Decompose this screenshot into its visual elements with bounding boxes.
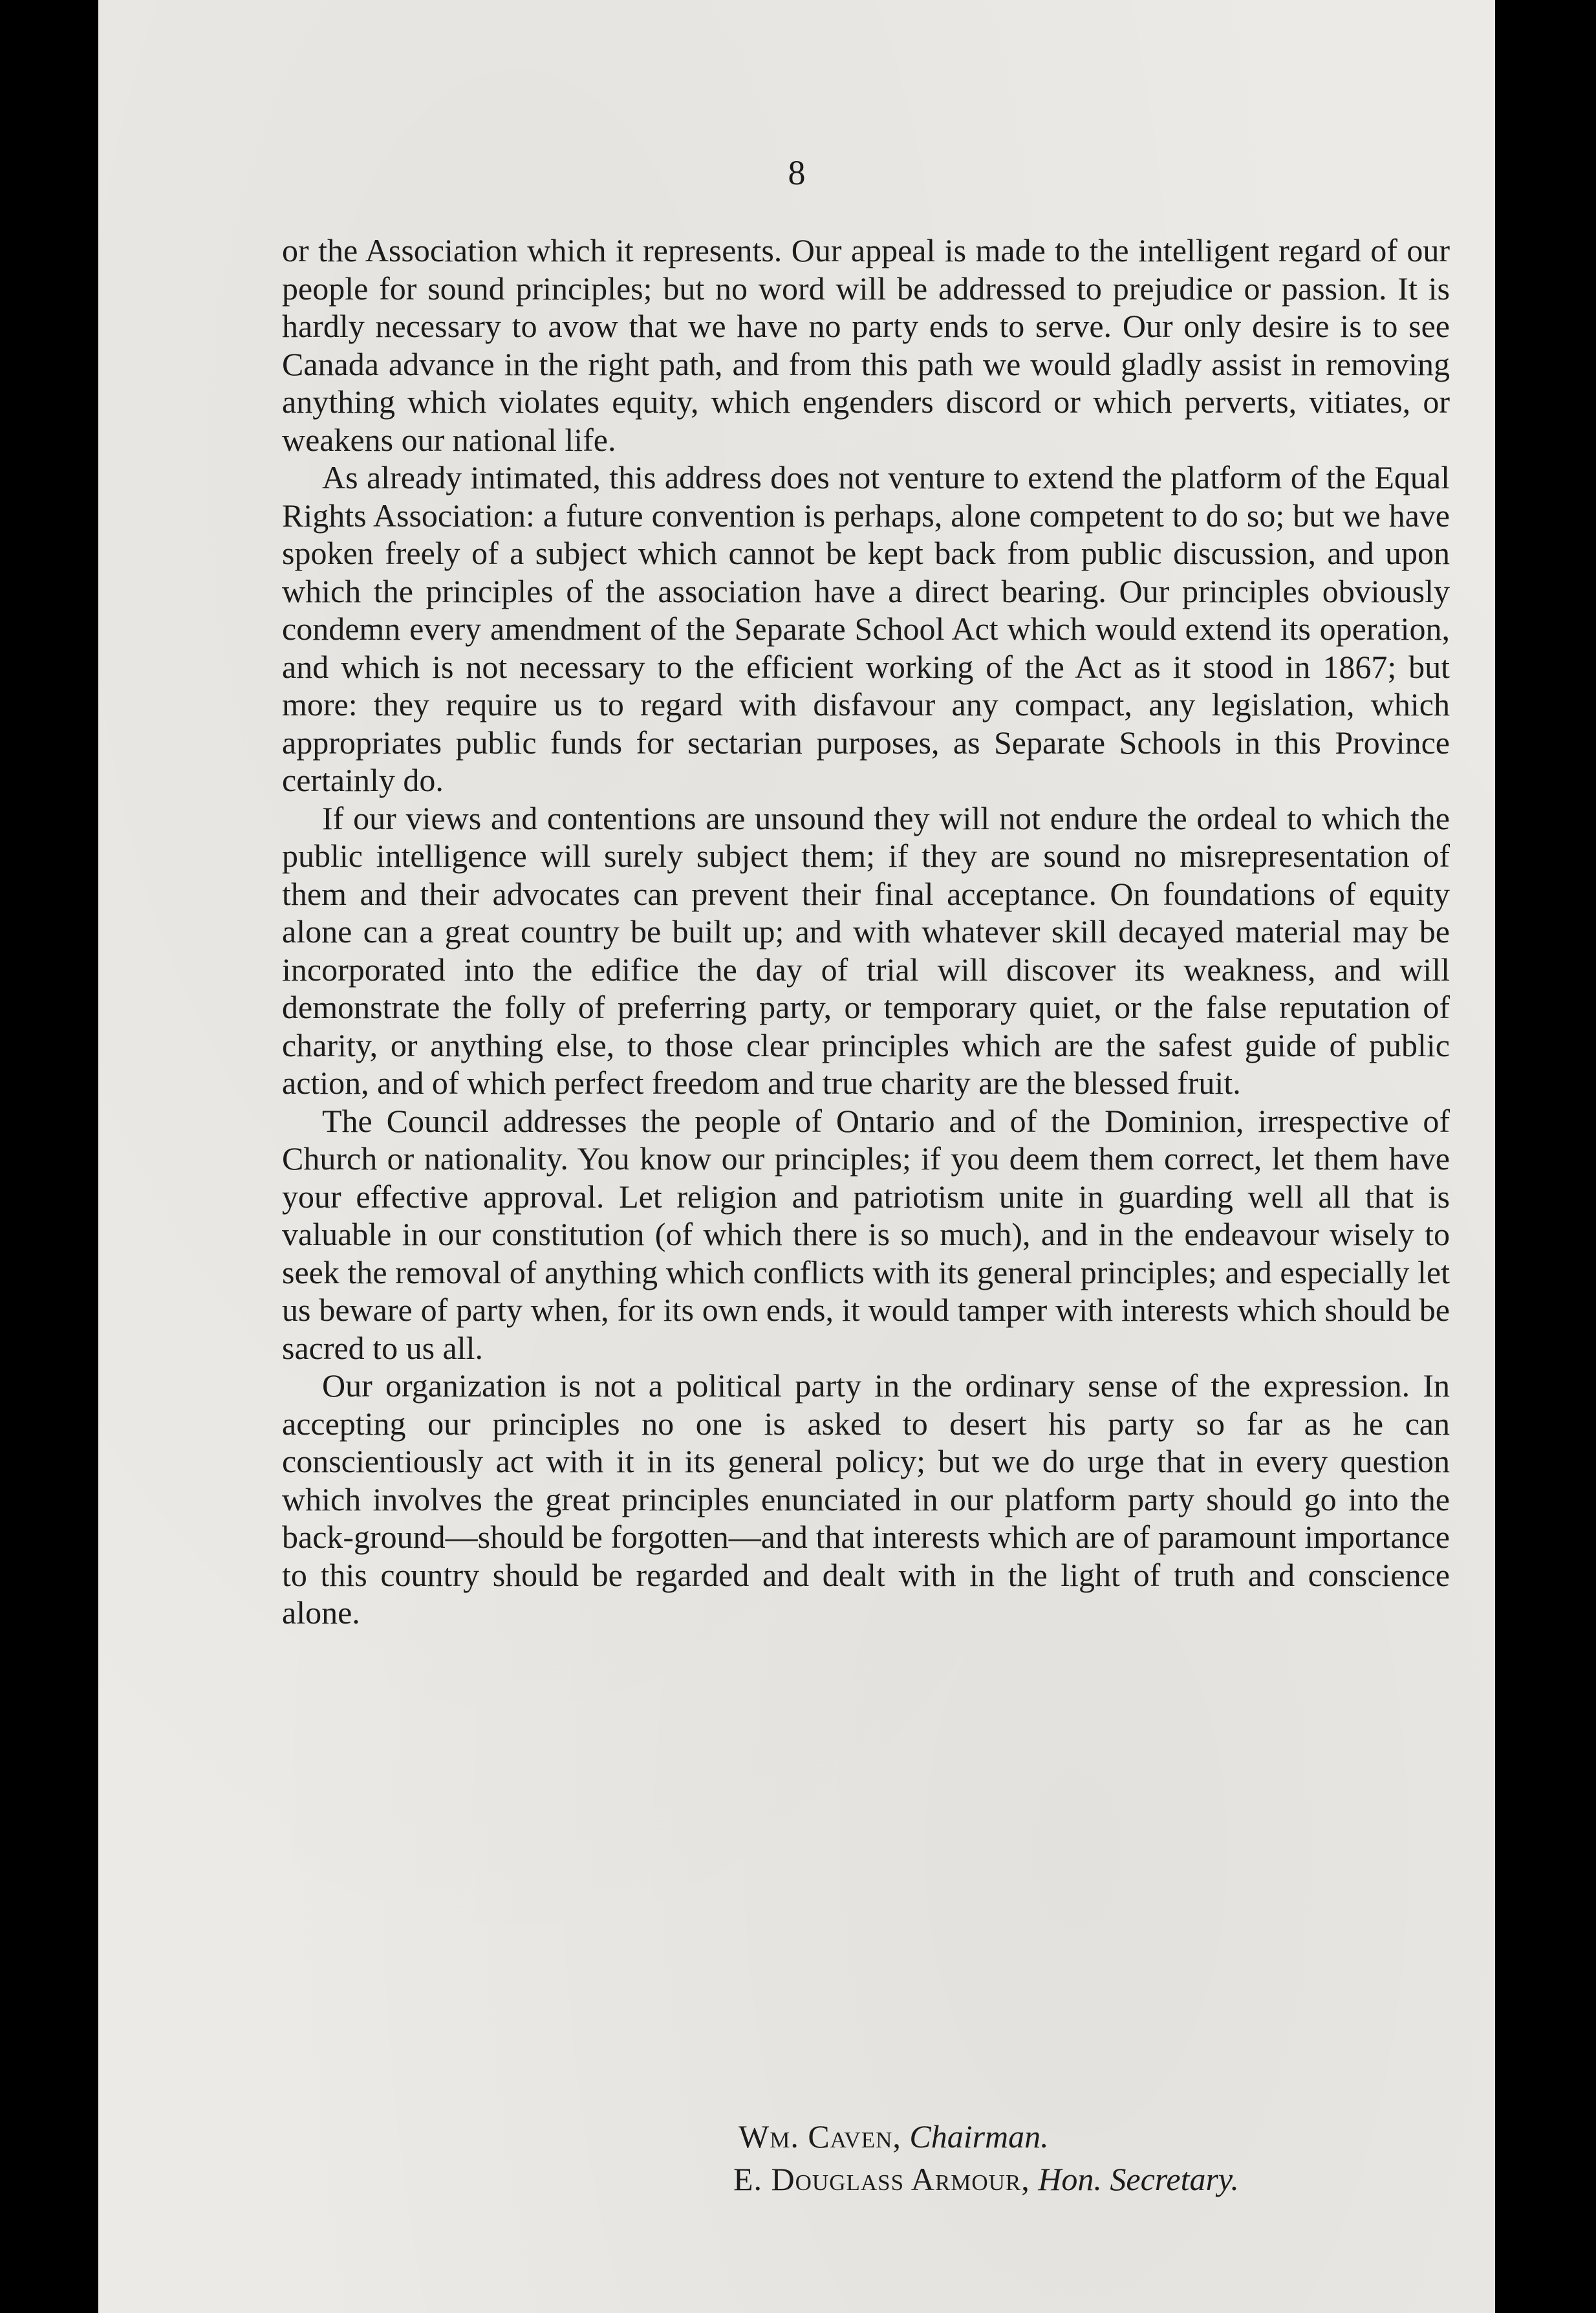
body-text xyxy=(282,232,1450,1632)
paragraph: The Council addresses the people of Ontario and of the Dominion, irrespective of Church or nationality. You know our principles; if you deem them correct, let them have your effective approval. Let religion and patriotism unite in guarding well all that is valuable in our constitution (of which there is so much), and in the endeavour wisely to seek the removal of anything which conflicts with its general principles; and especially let us beware of party when, for its own ends, it would tamper with interests which should be sacred to us all. xyxy=(282,1102,1450,1366)
signature-block xyxy=(733,2115,1239,2200)
paragraph: As already intimated, this address does not venture to extend the platform of the Equal Rights Association: a future convention is perhaps, alone competent to do so; but we have spoken freely of a subject which cannot be kept back from public discussion, and upon which the principles of the association have a direct bearing. Our principles obviously condemn every amendment of the Separate School Act which would extend its operation, and which is not necessary to the efficient working of the Act as it stood in 1867; but more: they require us to regard with disfavour any compact, any legislation, which appropriates public funds for sectarian purposes, as Separate Schools in this Province certainly do. xyxy=(282,459,1450,798)
signatory-name: Wm. Caven, xyxy=(739,2118,901,2155)
paragraph: Our organization is not a political party in the ordinary sense of the expression. In accepting our principles no one is asked to desert his party so far as he can conscientiously act with it in its general policy; but we do urge that in every question which involves the great principles enunciated in our platform party should go into the back-ground—should be forgotten—and that interests which are of paramount importance to this country should be regarded and dealt with in the light of truth and conscience alone. xyxy=(282,1367,1450,1631)
paragraph: If our views and contentions are unsound they will not endure the ordeal to which the public intelligence will surely subject them; if they are sound no misrepresentation of them and their advocates can prevent their final acceptance. On foundations of equity alone can a great country be built up; and with whatever skill decayed material may be incorporated into the edifice the day of trial will discover its weakness, and will demonstrate the folly of preferring party, or temporary quiet, or the false reputation of charity, or anything else, to those clear principles which are the safest guide of public action, and of which perfect freedom and true charity are the blessed fruit. xyxy=(282,799,1450,1101)
signatory-title: Hon. Secretary. xyxy=(1038,2161,1239,2197)
paragraph: or the Association which it represents. Our appeal is made to the intelligent regard of our people for sound principles; but no word will be addressed to prejudice or passion. It is hardly necessary to avow that we have no party ends to serve. Our only desire is to see Canada advance in the right path, and from this path we would gladly assist in removing anything which violates equity, which engenders discord or which perverts, vitiates, or weakens our national life. xyxy=(282,232,1450,458)
document-page xyxy=(98,0,1495,2313)
signatory-name: E. Douglass Armour, xyxy=(733,2161,1030,2197)
signature-secretary xyxy=(733,2158,1239,2200)
page-number: 8 xyxy=(788,153,806,192)
signatory-title: Chairman. xyxy=(909,2118,1049,2155)
signature-chairman xyxy=(739,2115,1239,2158)
